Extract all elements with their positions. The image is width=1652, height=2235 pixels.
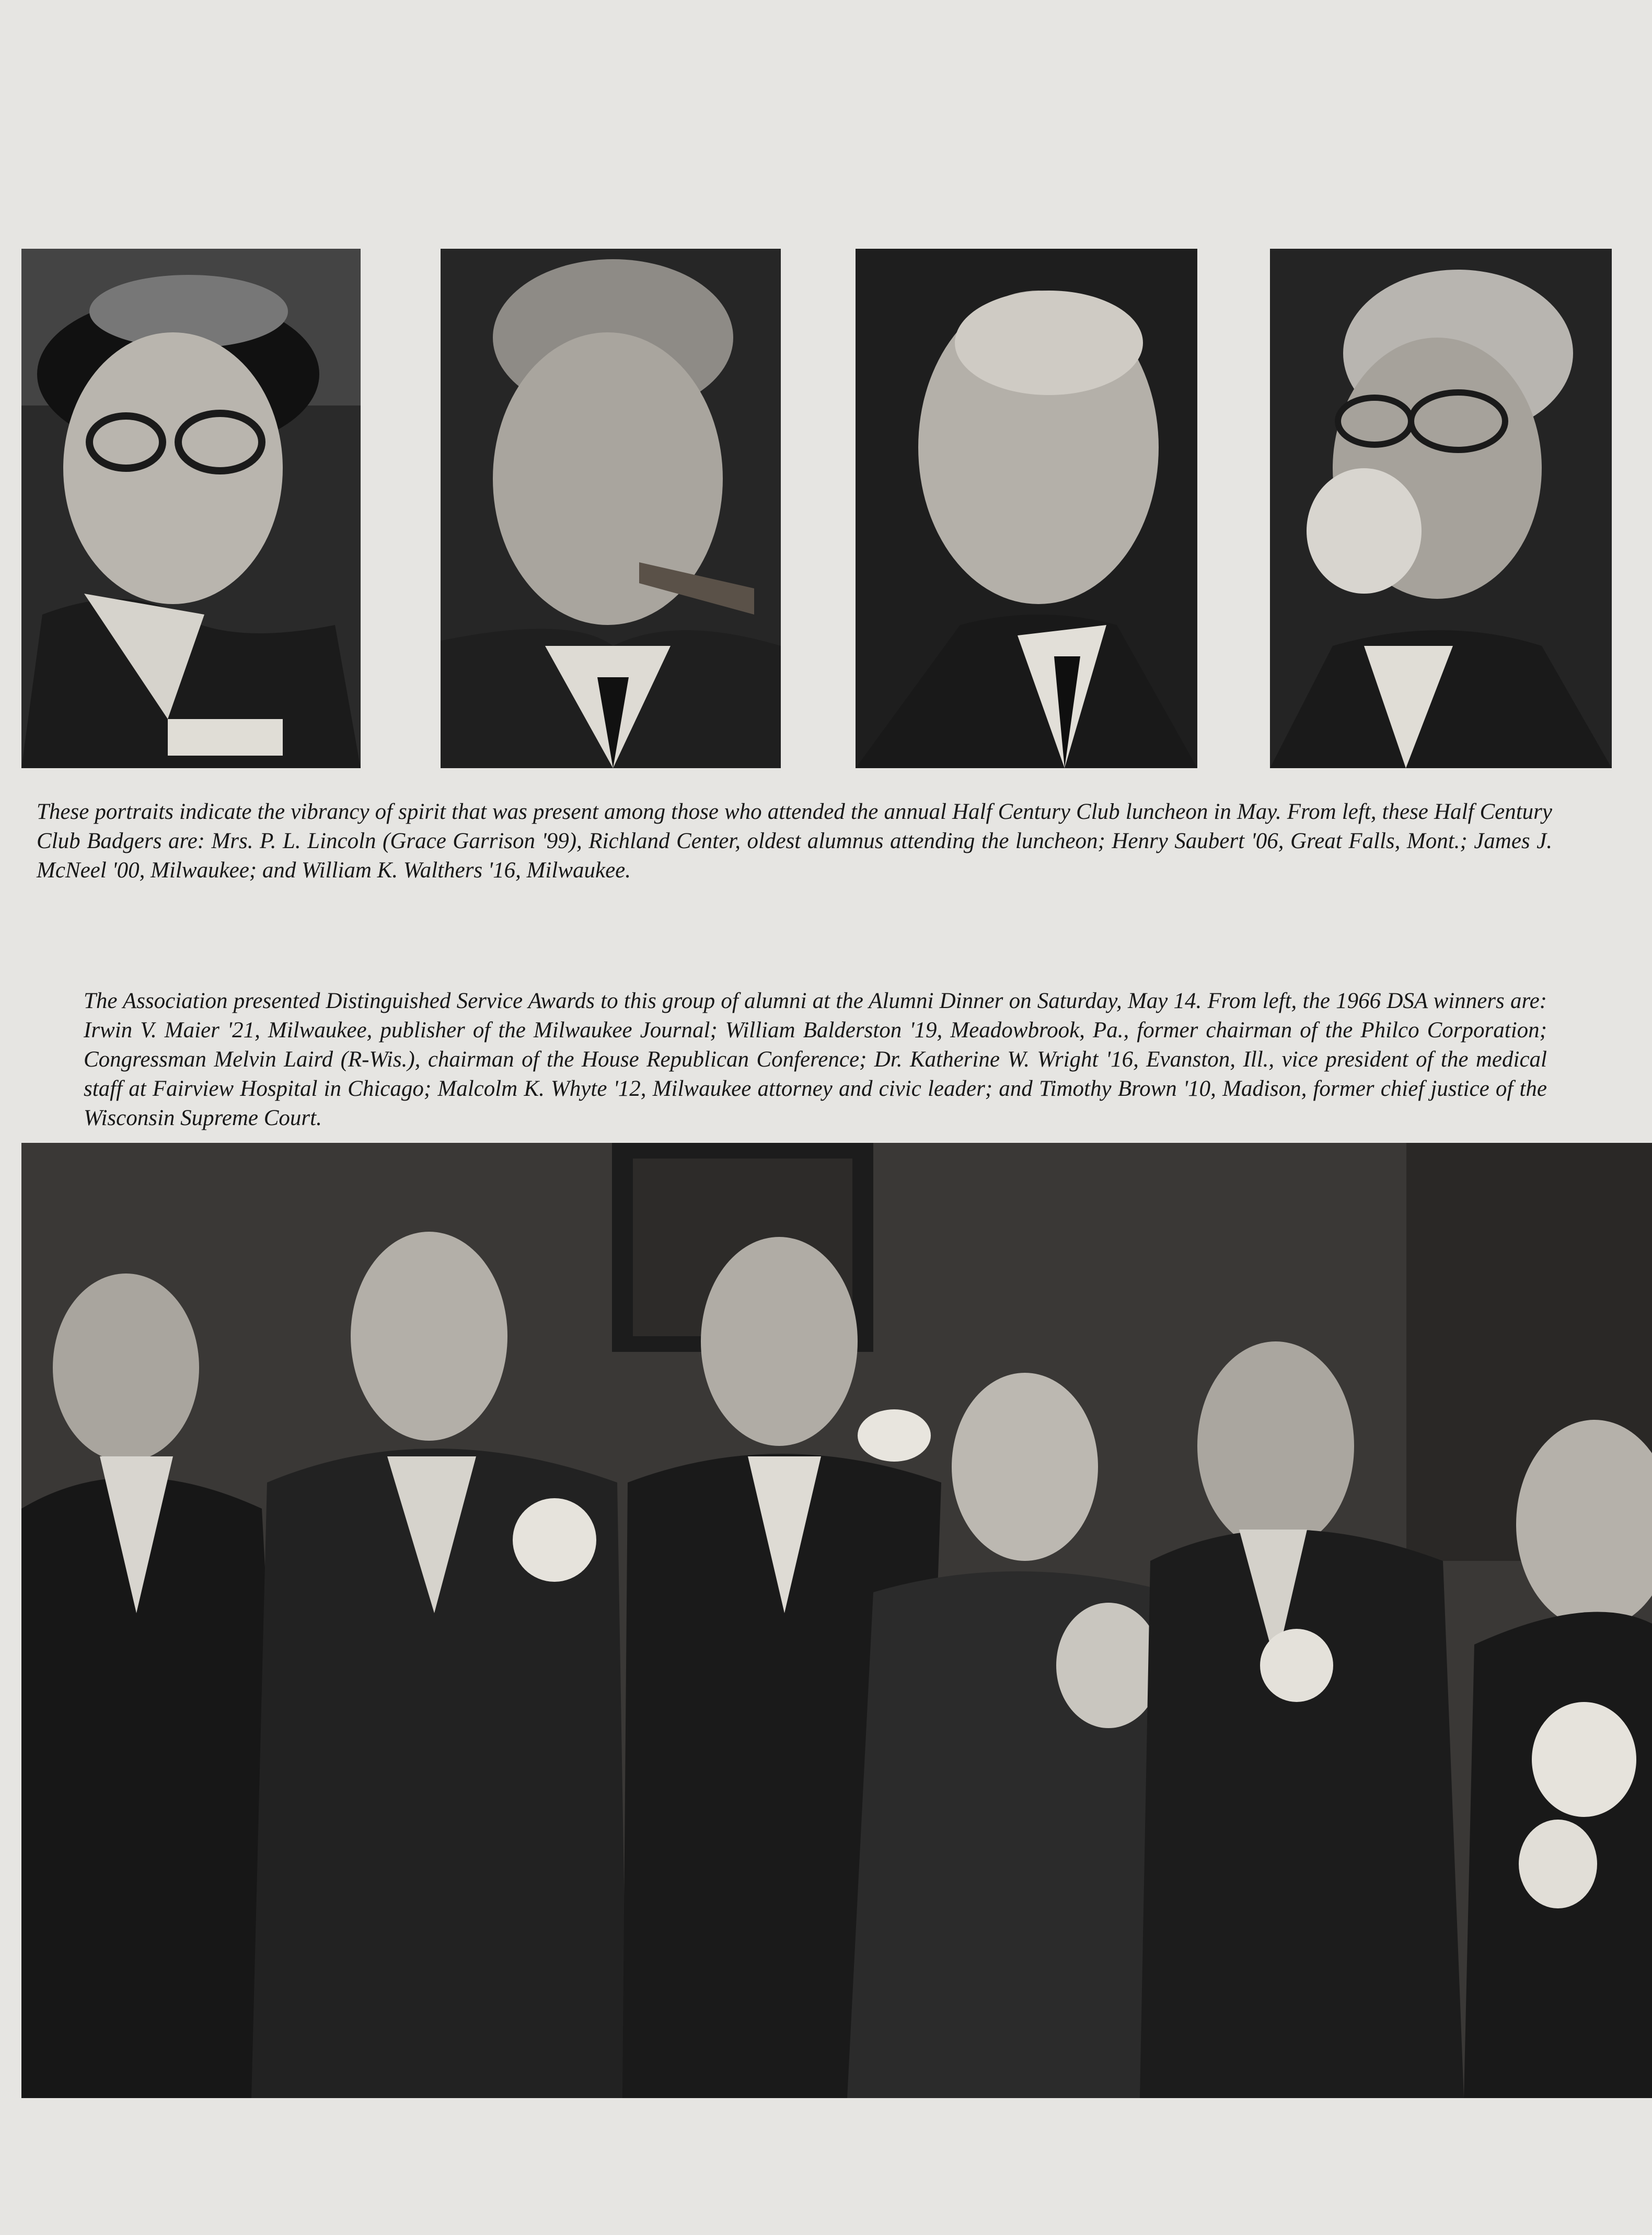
portrait-photo-walthers bbox=[1270, 249, 1612, 768]
portrait-2-image bbox=[441, 249, 781, 768]
portraits-caption: These portraits indicate the vibrancy of spirit that was present among those who attended the annual Half Century Club luncheon in May. From left, these Half Century Club Badgers are: Mrs. P. L. Lincoln (Grace Garrison '99), Richland Center, oldest alumnus attending the luncheon; Henry Saubert '06, Great Falls, Mont.; James J. McNeel '00, Milwaukee; and William K. Walthers '16, Milwaukee. bbox=[37, 800, 1552, 883]
portrait-photo-lincoln bbox=[21, 249, 361, 768]
portrait-photo-saubert bbox=[441, 249, 781, 768]
portrait-photo-mcneel bbox=[856, 249, 1197, 768]
group-photo-image bbox=[21, 1143, 1652, 2098]
portrait-3-image bbox=[856, 249, 1197, 768]
portrait-1-image bbox=[21, 249, 361, 768]
awards-caption: The Association presented Distinguished Service Awards to this group of alumni at the Alumni Dinner on Saturday, May 14. From left, the 1966 DSA winners are: Irwin V. Maier '21, Milwaukee, publisher of the Milwaukee Journal; William Balderston '19, Meadowbrook, Pa., former chairman of the Philco Corporation; Congressman Melvin Laird (R-Wis.), chairman of the House Republican Conference; Dr. Katherine W. Wright '16, Evanston, Ill., vice president of the medical staff at Fairview Hospital in Chicago; Malcolm K. Whyte '12, Milwaukee attorney and civic leader; and Timothy Brown '10, Madison, former chief justice of the Wisconsin Supreme Court. bbox=[84, 989, 1547, 1130]
portrait-4-image bbox=[1270, 249, 1612, 768]
award-winners-group-photo bbox=[21, 1143, 1652, 2098]
